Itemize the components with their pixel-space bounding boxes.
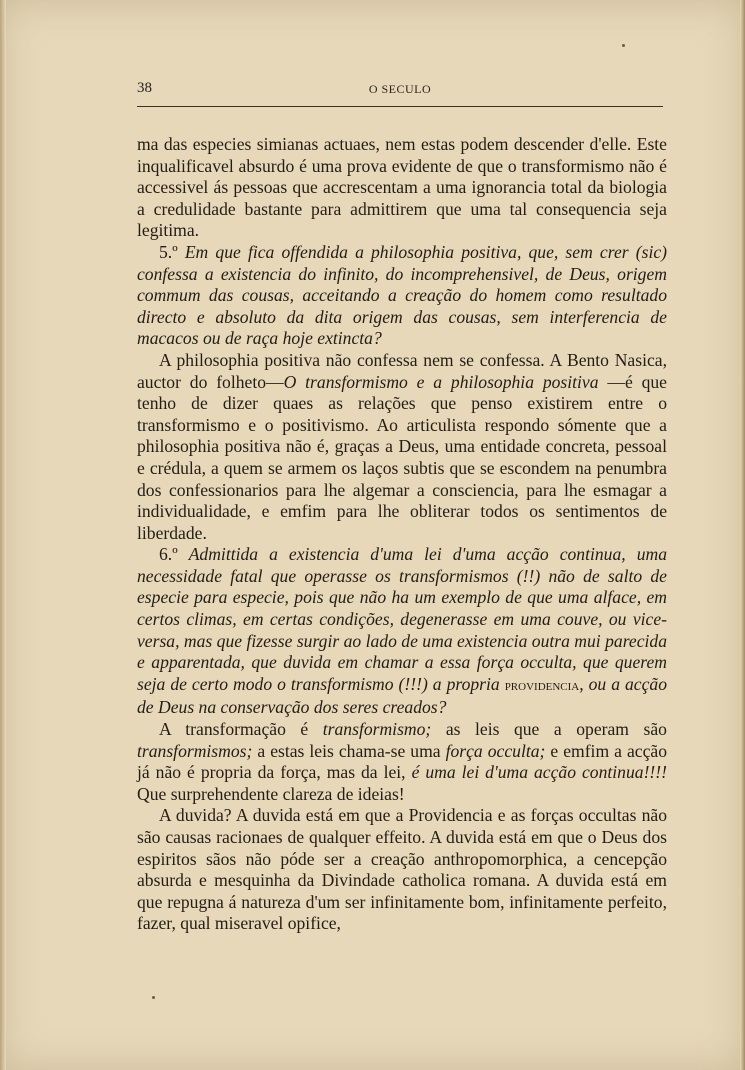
- p5-italic-b: transformismo;: [322, 719, 432, 740]
- p5-text-g: e emfim a acção já não é propria da força, mas da lei,: [137, 740, 667, 783]
- running-title: O SECULO: [368, 82, 432, 96]
- question-6-b: , ou a acção de Deus na conservação dos seres creados?: [137, 673, 667, 718]
- paragraph-3-text-a: A philosophia positiva não confessa nem se confessa. A Bento Nasica, auctor do folheto—: [137, 349, 667, 392]
- paper-speck: [152, 996, 155, 999]
- paragraph-2: [137, 242, 667, 350]
- paper-speck: [622, 44, 625, 47]
- paragraph-1: ma das especies simianas actuaes, nem estas podem descender d'elle. Este inqualificavel absurdo é uma prova evidente de que o transformismo não é accessivel ás pessoas que accrescentam a uma ignorancia total da biologia a credulidade bastante para admittirem que uma tal consequencia seja legitima.: [137, 134, 667, 241]
- question-6-a: Admittida a existencia d'uma lei d'uma acção continua, uma necessidade fatal que operasse os transformismos (!!) não de salto de especie para especie, pois que não ha um exemplo de que uma alface, em certos climas, em certas condições, degenerasse em uma couve, ou vice-versa, mas que fizesse surgir ao lado de uma existencia outra mui parecida e apparentada, que duvida em chamar a essa força occulta, que querem seja de certo modo o transformismo (!!!) a propria: [137, 544, 667, 694]
- page-left-edge: [0, 0, 6, 1070]
- paragraph-3: [137, 350, 667, 544]
- question-5: Em que fica offendida a philosophia positiva, que, sem crer (sic) confessa a existencia do infinito, do incomprehensivel, de Deus, origem commum das cousas, acceitando a creação do homem como resultado directo e absoluto da dita origem das cousas, sem interferencia de macacos ou de raça hoje extincta?: [137, 241, 667, 349]
- paragraph-4: [137, 544, 667, 719]
- providencia-smallcaps: providencia: [504, 677, 580, 694]
- page-number: 38: [137, 80, 152, 96]
- page-right-edge: [740, 0, 745, 1070]
- item-number-6: 6.º: [159, 544, 178, 565]
- body-text: [137, 134, 667, 935]
- paragraph-6: A duvida? A duvida está em que a Providencia e as forças occultas não são causas racionaes de qualquer effeito. A duvida está em que o Deus dos espiritos sãos não póde ser a creação anthropomorphica, a cencepção absurda e mesquinha da Divindade catholica romana. A duvida está em que repugna á natureza d'um ser infinitamente bom, infinitamente perfeito, fazer, qual miseravel opifice,: [137, 805, 667, 934]
- p5-italic-d: transformismos;: [137, 740, 253, 761]
- paragraph-5: [137, 719, 667, 805]
- p5-text-a: A transformação é: [159, 719, 323, 740]
- p5-text-i: Que surprehendente clareza de ideias!: [137, 783, 405, 804]
- p5-text-e: a estas leis chama-se uma: [252, 740, 446, 761]
- paragraph-3-text-c: —é que tenho de dizer quaes as relações que penso existirem entre o transformismo e o positivismo. Ao articulista respondo sómente que a philosophia positiva não é, graças a Deus, uma entidade concreta, pessoal e crédula, a quem se armem os laços subtis que se escondem na penumbra dos confessionarios para lhe algemar a consciencia, para lhe esmagar a individualidade, e emfim para lhe obliterar todos os sentimentos de liberdade.: [137, 371, 667, 543]
- p5-italic-f: força occulta;: [445, 740, 546, 761]
- p5-italic-h: é uma lei d'uma acção continua!!!!: [411, 762, 668, 783]
- p5-text-c: as leis que a operam são: [431, 719, 667, 740]
- header-rule: [137, 106, 663, 107]
- page-header: [137, 80, 663, 100]
- item-number-5: 5.º: [159, 241, 178, 262]
- pamphlet-title: O transformismo e a philosophia positiva: [283, 371, 599, 392]
